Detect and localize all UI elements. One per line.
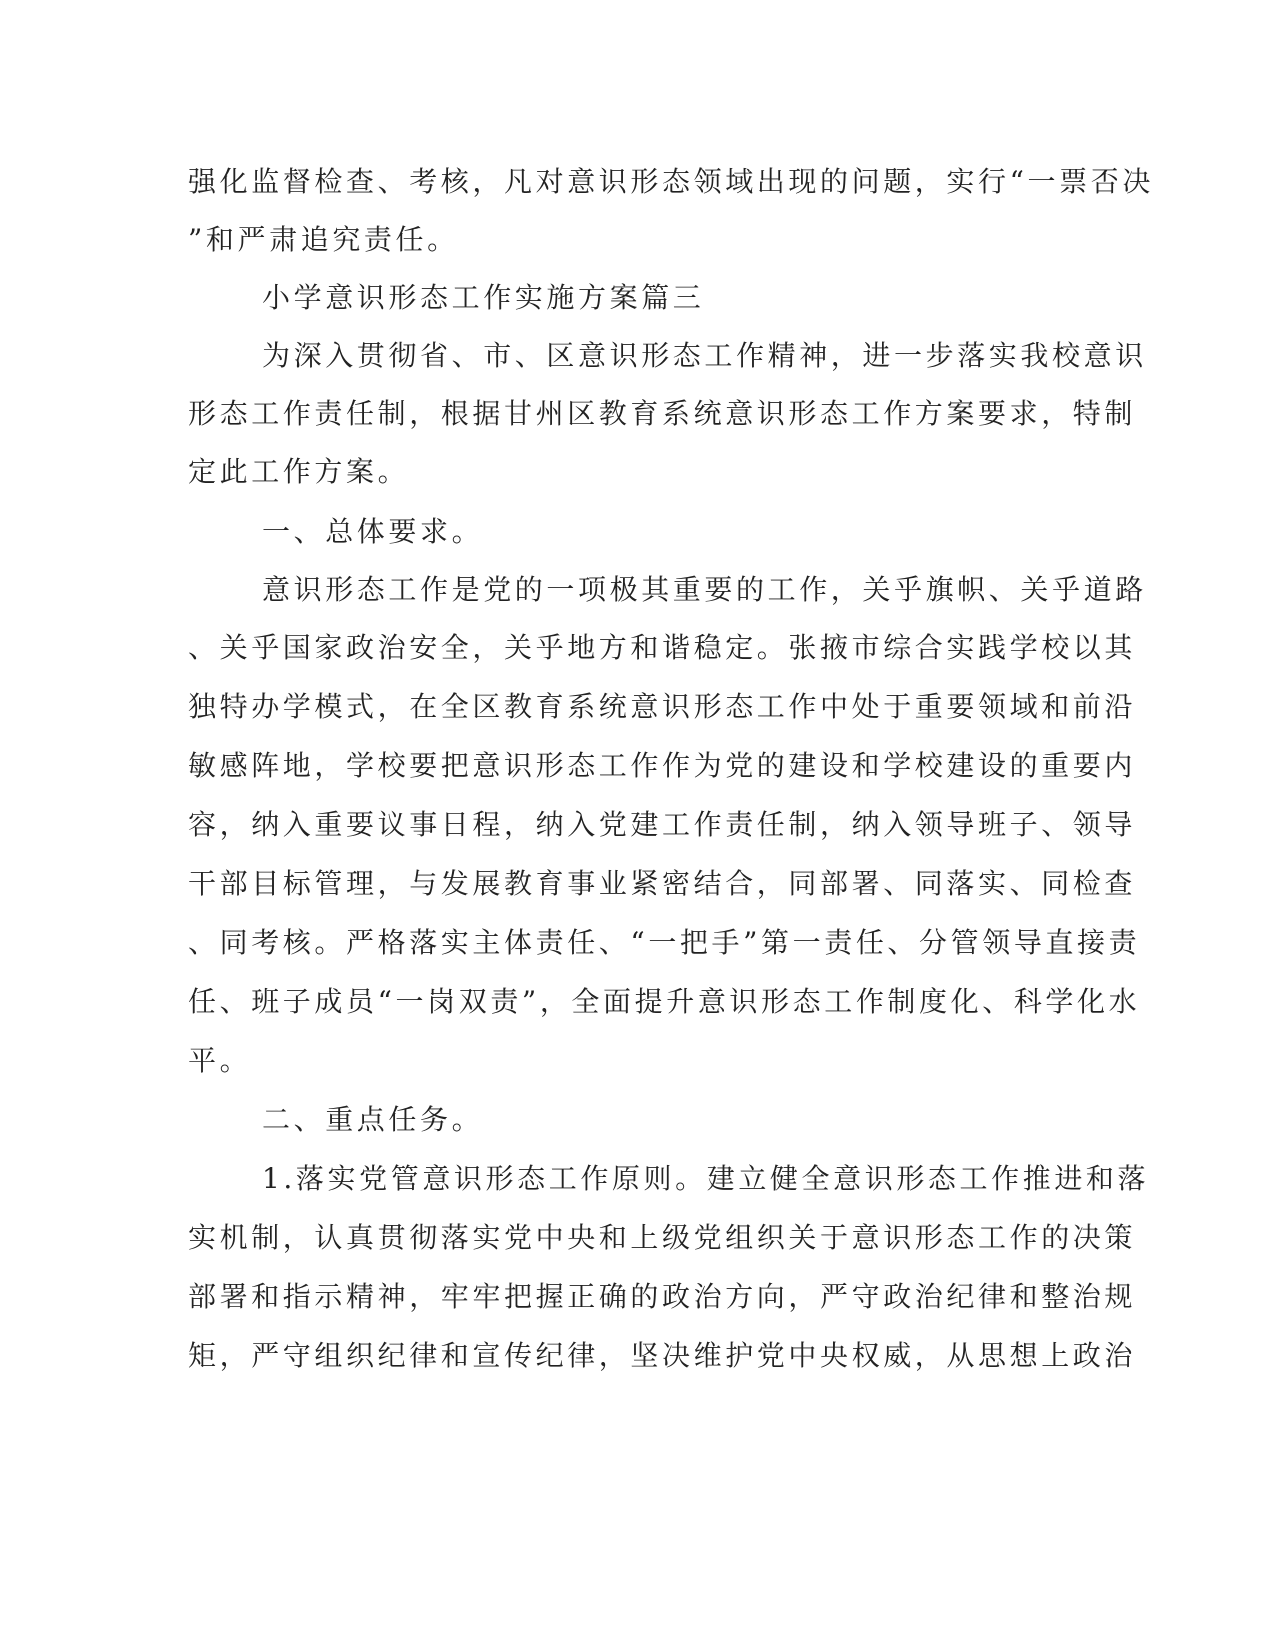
- text-line: ”和严肃追究责任。: [188, 223, 459, 256]
- text-line: 独特办学模式，在全区教育系统意识形态工作中处于重要领域和前沿: [188, 690, 1137, 723]
- text-line: 任、班子成员“一岗双责”，全面提升意识形态工作制度化、科学化水: [188, 985, 1141, 1018]
- text-line: 平。: [188, 1044, 252, 1077]
- text-line: 形态工作责任制，根据甘州区教育系统意识形态工作方案要求，特制: [188, 397, 1137, 430]
- paragraph-start: 为深入贯彻省、市、区意识形态工作精神，进一步落实我校意识: [262, 339, 1147, 372]
- text-line: 容，纳入重要议事日程，纳入党建工作责任制，纳入领导班子、领导: [188, 808, 1137, 841]
- paragraph-start: 1.落实党管意识形态工作原则。建立健全意识形态工作推进和落: [262, 1162, 1150, 1195]
- text-line: 矩，严守组织纪律和宣传纪律，坚决维护党中央权威，从思想上政治: [188, 1339, 1137, 1372]
- text-line: 敏感阵地，学校要把意识形态工作作为党的建设和学校建设的重要内: [188, 749, 1137, 782]
- text-line: 定此工作方案。: [188, 455, 410, 488]
- text-line: 部署和指示精神，牢牢把握正确的政治方向，严守政治纪律和整治规: [188, 1280, 1137, 1313]
- text-line: 强化监督检查、考核，凡对意识形态领域出现的问题，实行“一票否决: [188, 165, 1154, 198]
- text-line: 、同考核。严格落实主体责任、“一把手”第一责任、分管领导直接责: [188, 926, 1141, 959]
- heading-general-requirements: 一、总体要求。: [262, 515, 484, 548]
- text-line: 干部目标管理，与发展教育事业紧密结合，同部署、同落实、同检查: [188, 867, 1137, 900]
- paragraph-start: 意识形态工作是党的一项极其重要的工作，关乎旗帜、关乎道路: [262, 573, 1147, 606]
- heading-key-tasks: 二、重点任务。: [262, 1103, 484, 1136]
- text-line: 、关乎国家政治安全，关乎地方和谐稳定。张掖市综合实践学校以其: [188, 631, 1137, 664]
- text-line: 实机制，认真贯彻落实党中央和上级党组织关于意识形态工作的决策: [188, 1221, 1137, 1254]
- section-title: 小学意识形态工作实施方案篇三: [262, 281, 705, 314]
